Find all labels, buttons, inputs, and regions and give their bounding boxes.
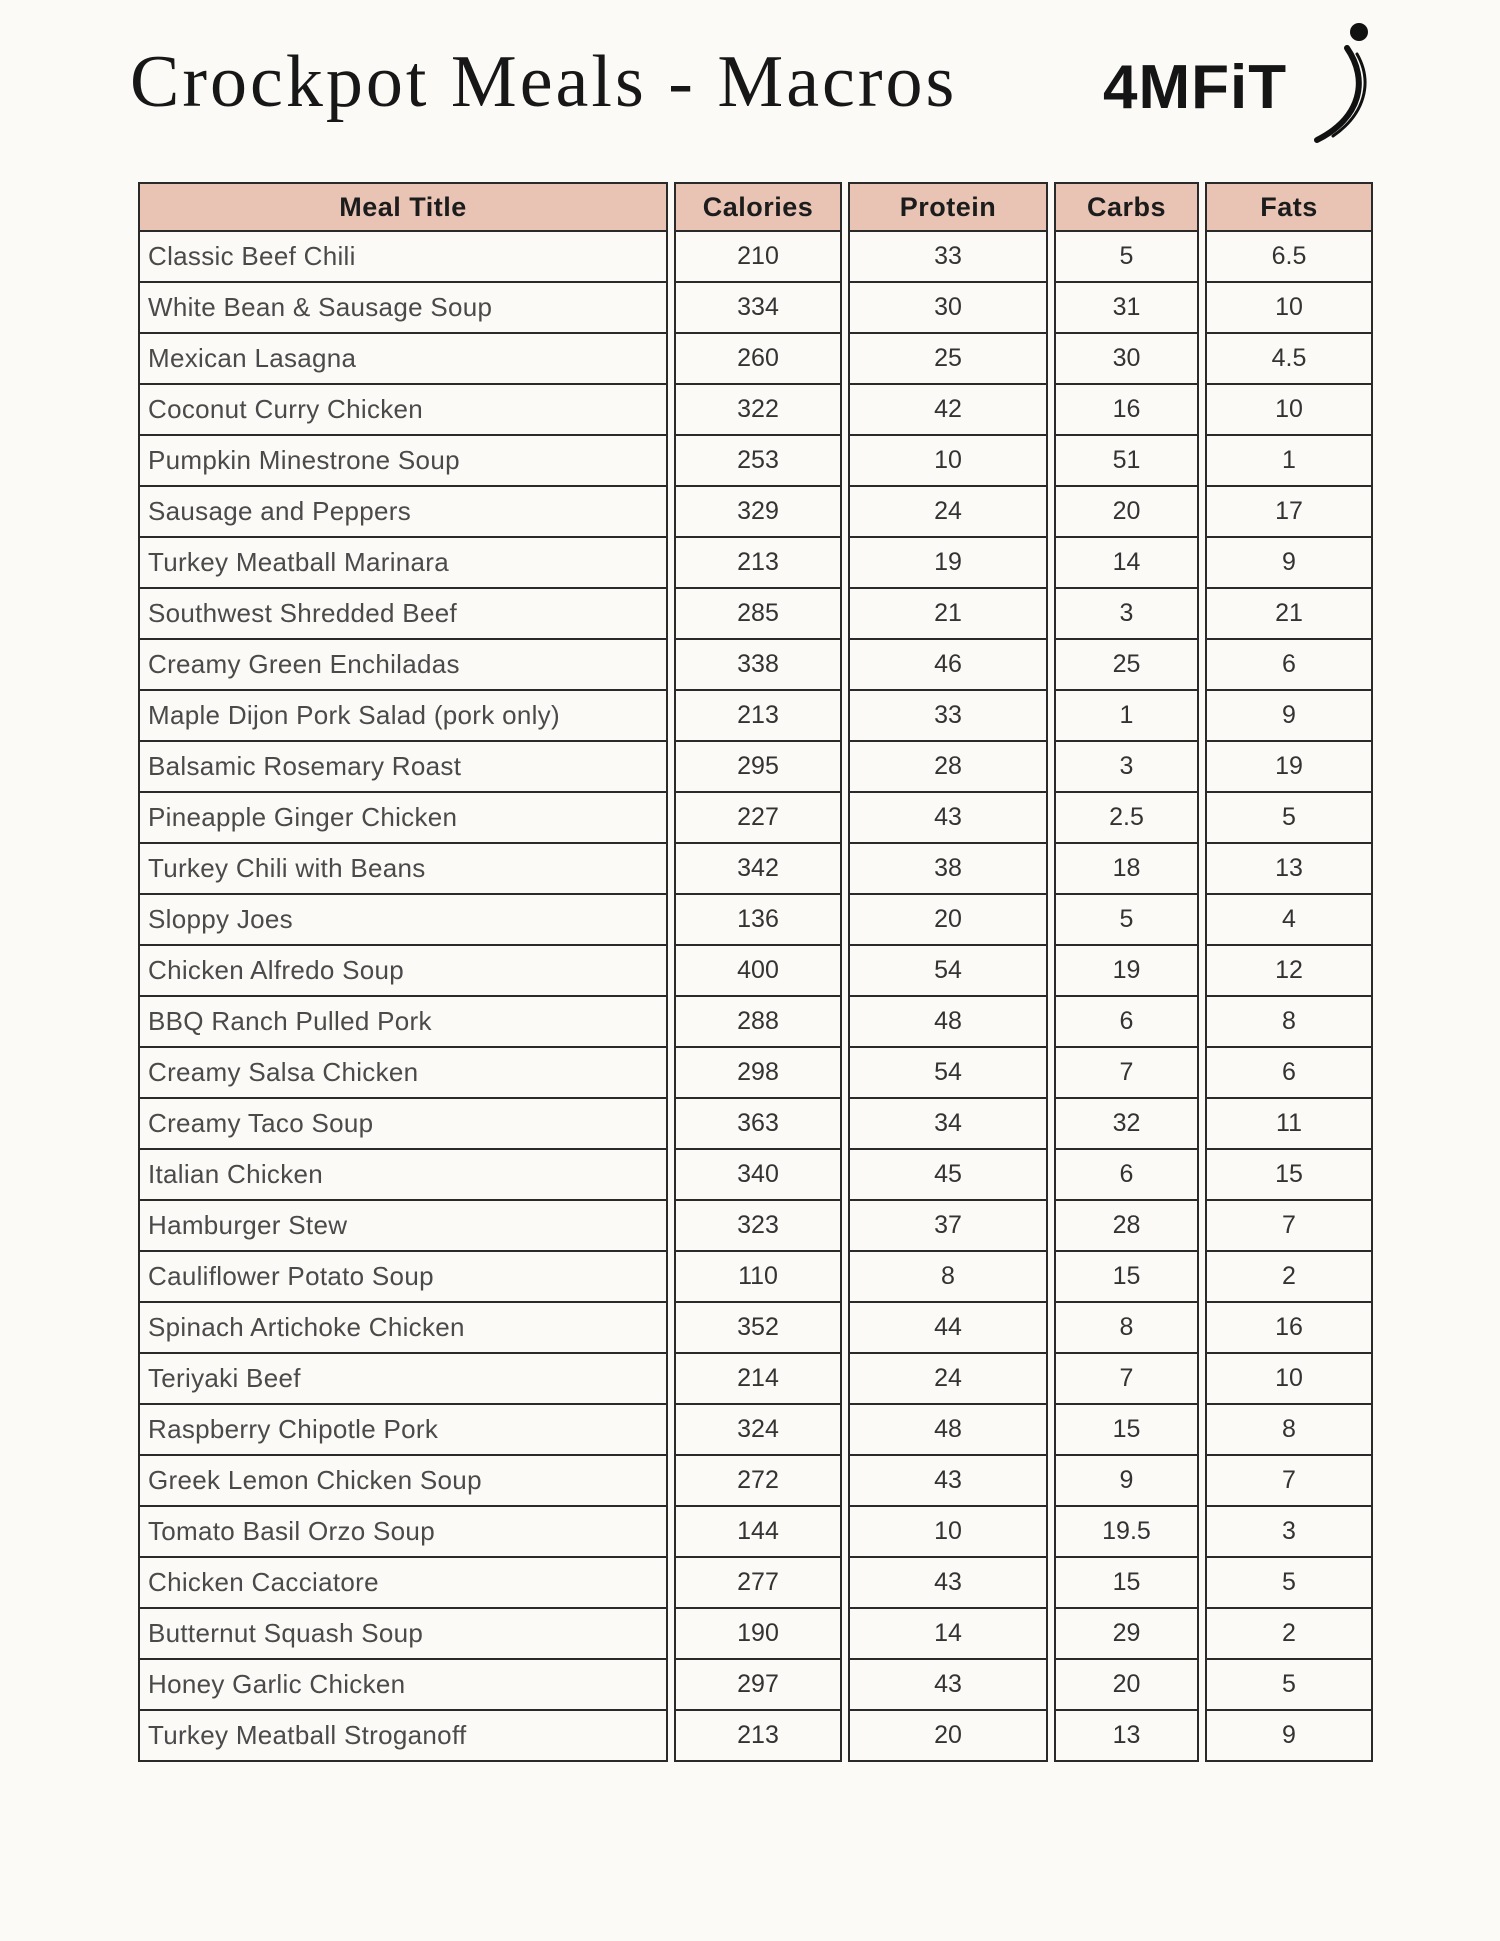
cell-protein: 34 [848,1099,1048,1150]
cell-calories: 214 [674,1354,842,1405]
cell-protein: 43 [848,1456,1048,1507]
cell-protein: 10 [848,436,1048,487]
cell-carbs: 51 [1054,436,1199,487]
cell-protein: 38 [848,844,1048,895]
cell-fats: 19 [1205,742,1373,793]
cell-fats: 9 [1205,538,1373,589]
table-row [138,793,1373,844]
cell-fats: 8 [1205,997,1373,1048]
cell-fats: 7 [1205,1456,1373,1507]
cell-calories: 295 [674,742,842,793]
cell-calories: 340 [674,1150,842,1201]
cell-fats: 10 [1205,385,1373,436]
cell-meal-title: Creamy Green Enchiladas [138,640,668,691]
cell-meal-title: White Bean & Sausage Soup [138,283,668,334]
cell-calories: 227 [674,793,842,844]
cell-carbs: 18 [1054,844,1199,895]
header-meal-title: Meal Title [138,182,668,232]
header-fats: Fats [1205,182,1373,232]
cell-calories: 213 [674,1711,842,1762]
cell-protein: 45 [848,1150,1048,1201]
logo-text: 4MFiT [1103,53,1288,122]
cell-meal-title: Turkey Meatball Stroganoff [138,1711,668,1762]
cell-protein: 33 [848,691,1048,742]
cell-meal-title: Italian Chicken [138,1150,668,1201]
cell-protein: 48 [848,997,1048,1048]
cell-carbs: 7 [1054,1354,1199,1405]
cell-calories: 136 [674,895,842,946]
cell-calories: 285 [674,589,842,640]
cell-carbs: 15 [1054,1405,1199,1456]
cell-carbs: 5 [1054,232,1199,283]
table-row [138,1252,1373,1303]
cell-fats: 15 [1205,1150,1373,1201]
cell-protein: 48 [848,1405,1048,1456]
cell-calories: 363 [674,1099,842,1150]
cell-meal-title: Classic Beef Chili [138,232,668,283]
cell-fats: 5 [1205,1660,1373,1711]
cell-carbs: 19.5 [1054,1507,1199,1558]
cell-meal-title: Teriyaki Beef [138,1354,668,1405]
cell-carbs: 3 [1054,742,1199,793]
cell-fats: 6 [1205,640,1373,691]
table-row [138,1660,1373,1711]
cell-protein: 44 [848,1303,1048,1354]
cell-meal-title: Chicken Alfredo Soup [138,946,668,997]
cell-calories: 190 [674,1609,842,1660]
cell-meal-title: BBQ Ranch Pulled Pork [138,997,668,1048]
table-row [138,1711,1373,1762]
cell-fats: 21 [1205,589,1373,640]
cell-meal-title: Hamburger Stew [138,1201,668,1252]
cell-meal-title: Cauliflower Potato Soup [138,1252,668,1303]
table-body [138,232,1373,1762]
cell-fats: 17 [1205,487,1373,538]
table-row [138,334,1373,385]
cell-protein: 37 [848,1201,1048,1252]
table-row [138,946,1373,997]
cell-meal-title: Raspberry Chipotle Pork [138,1405,668,1456]
cell-carbs: 31 [1054,283,1199,334]
cell-fats: 10 [1205,283,1373,334]
table-row [138,1609,1373,1660]
cell-carbs: 1 [1054,691,1199,742]
cell-meal-title: Turkey Meatball Marinara [138,538,668,589]
cell-protein: 20 [848,895,1048,946]
table-row [138,1099,1373,1150]
cell-calories: 210 [674,232,842,283]
table-row [138,1201,1373,1252]
cell-calories: 272 [674,1456,842,1507]
cell-fats: 6.5 [1205,232,1373,283]
table-row [138,1150,1373,1201]
cell-protein: 24 [848,1354,1048,1405]
cell-calories: 352 [674,1303,842,1354]
cell-carbs: 15 [1054,1558,1199,1609]
cell-fats: 13 [1205,844,1373,895]
cell-carbs: 20 [1054,487,1199,538]
table-row [138,895,1373,946]
table-row [138,487,1373,538]
cell-carbs: 25 [1054,640,1199,691]
cell-carbs: 2.5 [1054,793,1199,844]
cell-meal-title: Chicken Cacciatore [138,1558,668,1609]
cell-calories: 338 [674,640,842,691]
cell-carbs: 7 [1054,1048,1199,1099]
cell-fats: 6 [1205,1048,1373,1099]
cell-fats: 9 [1205,1711,1373,1762]
table-row [138,1507,1373,1558]
cell-carbs: 13 [1054,1711,1199,1762]
table-row [138,283,1373,334]
cell-meal-title: Pumpkin Minestrone Soup [138,436,668,487]
table-row [138,385,1373,436]
cell-carbs: 20 [1054,1660,1199,1711]
cell-meal-title: Turkey Chili with Beans [138,844,668,895]
cell-protein: 30 [848,283,1048,334]
cell-fats: 2 [1205,1252,1373,1303]
cell-fats: 5 [1205,793,1373,844]
cell-carbs: 32 [1054,1099,1199,1150]
cell-meal-title: Spinach Artichoke Chicken [138,1303,668,1354]
cell-meal-title: Creamy Taco Soup [138,1099,668,1150]
cell-meal-title: Sausage and Peppers [138,487,668,538]
cell-carbs: 29 [1054,1609,1199,1660]
cell-protein: 54 [848,1048,1048,1099]
cell-carbs: 9 [1054,1456,1199,1507]
cell-carbs: 28 [1054,1201,1199,1252]
cell-calories: 400 [674,946,842,997]
cell-meal-title: Southwest Shredded Beef [138,589,668,640]
cell-calories: 323 [674,1201,842,1252]
cell-calories: 253 [674,436,842,487]
cell-calories: 322 [674,385,842,436]
cell-meal-title: Coconut Curry Chicken [138,385,668,436]
cell-fats: 9 [1205,691,1373,742]
table-row [138,436,1373,487]
cell-protein: 24 [848,487,1048,538]
cell-carbs: 6 [1054,1150,1199,1201]
cell-carbs: 19 [1054,946,1199,997]
page-title: Crockpot Meals - Macros [130,41,958,123]
cell-fats: 8 [1205,1405,1373,1456]
table-row [138,1405,1373,1456]
cell-fats: 7 [1205,1201,1373,1252]
cell-protein: 42 [848,385,1048,436]
cell-carbs: 3 [1054,589,1199,640]
cell-protein: 46 [848,640,1048,691]
cell-carbs: 8 [1054,1303,1199,1354]
cell-protein: 43 [848,1558,1048,1609]
cell-meal-title: Pineapple Ginger Chicken [138,793,668,844]
cell-meal-title: Mexican Lasagna [138,334,668,385]
cell-meal-title: Creamy Salsa Chicken [138,1048,668,1099]
cell-meal-title: Tomato Basil Orzo Soup [138,1507,668,1558]
table-header-row [138,182,1373,232]
cell-calories: 298 [674,1048,842,1099]
cell-protein: 43 [848,793,1048,844]
cell-fats: 3 [1205,1507,1373,1558]
cell-fats: 1 [1205,436,1373,487]
cell-calories: 213 [674,538,842,589]
cell-calories: 277 [674,1558,842,1609]
cell-meal-title: Sloppy Joes [138,895,668,946]
cell-meal-title: Maple Dijon Pork Salad (pork only) [138,691,668,742]
cell-fats: 2 [1205,1609,1373,1660]
cell-meal-title: Honey Garlic Chicken [138,1660,668,1711]
cell-protein: 21 [848,589,1048,640]
cell-meal-title: Butternut Squash Soup [138,1609,668,1660]
cell-calories: 110 [674,1252,842,1303]
cell-calories: 297 [674,1660,842,1711]
header-carbs: Carbs [1054,182,1199,232]
table-row [138,1354,1373,1405]
cell-protein: 14 [848,1609,1048,1660]
cell-protein: 8 [848,1252,1048,1303]
cell-carbs: 6 [1054,997,1199,1048]
table-row [138,1456,1373,1507]
cell-meal-title: Greek Lemon Chicken Soup [138,1456,668,1507]
cell-protein: 33 [848,232,1048,283]
cell-protein: 25 [848,334,1048,385]
cell-calories: 260 [674,334,842,385]
cell-protein: 10 [848,1507,1048,1558]
table-row [138,1048,1373,1099]
cell-carbs: 16 [1054,385,1199,436]
cell-fats: 5 [1205,1558,1373,1609]
cell-fats: 12 [1205,946,1373,997]
cell-calories: 144 [674,1507,842,1558]
cell-protein: 28 [848,742,1048,793]
logo-swoosh-icon [1303,18,1383,153]
macros-table [132,182,1379,1762]
cell-fats: 16 [1205,1303,1373,1354]
cell-calories: 288 [674,997,842,1048]
header-protein: Protein [848,182,1048,232]
table-row [138,742,1373,793]
table-row [138,232,1373,283]
table-row [138,844,1373,895]
cell-fats: 4 [1205,895,1373,946]
table-row [138,640,1373,691]
table-row [138,1303,1373,1354]
cell-fats: 4.5 [1205,334,1373,385]
header-calories: Calories [674,182,842,232]
table-row [138,1558,1373,1609]
cell-calories: 329 [674,487,842,538]
table-row [138,538,1373,589]
cell-protein: 54 [848,946,1048,997]
table-row [138,589,1373,640]
cell-fats: 10 [1205,1354,1373,1405]
cell-calories: 334 [674,283,842,334]
cell-calories: 213 [674,691,842,742]
cell-carbs: 15 [1054,1252,1199,1303]
brand-logo [1095,18,1395,148]
cell-carbs: 14 [1054,538,1199,589]
cell-protein: 19 [848,538,1048,589]
cell-calories: 324 [674,1405,842,1456]
cell-protein: 43 [848,1660,1048,1711]
cell-calories: 342 [674,844,842,895]
cell-carbs: 5 [1054,895,1199,946]
cell-meal-title: Balsamic Rosemary Roast [138,742,668,793]
table-row [138,691,1373,742]
table-row [138,997,1373,1048]
cell-carbs: 30 [1054,334,1199,385]
cell-fats: 11 [1205,1099,1373,1150]
cell-protein: 20 [848,1711,1048,1762]
